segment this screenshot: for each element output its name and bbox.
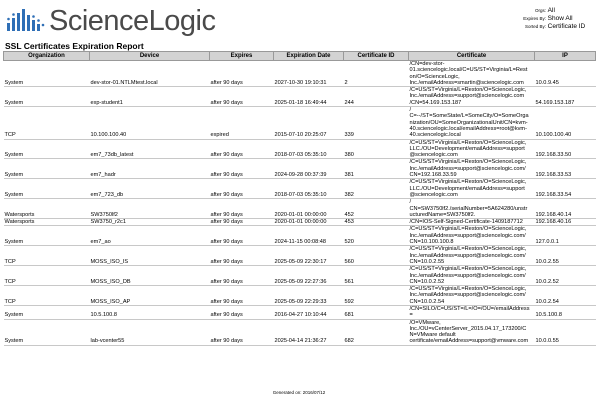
cell-organization: System [4,226,90,246]
cell-organization: System [4,61,90,87]
cell-certificate-id: 452 [344,199,409,219]
cell-expires: after 90 days [210,226,274,246]
cell-ip: 192.168.40.14 [535,199,596,219]
table-row [4,246,596,266]
cell-device: exp-student1 [90,87,210,107]
table-row [4,107,596,139]
certificate-line: /C=US/ST=Virginia/L=Reston/O=ScienceLogic, [409,246,527,253]
certificate-line: /CN=dev-stor- [409,61,445,67]
certificates-table [3,51,596,346]
certificate-line: CN=10.0.2.52 [409,278,445,285]
cell-device: em7_73db_latest [90,139,210,159]
table-row [4,266,596,286]
sciencelogic-logo [6,4,216,37]
cell-ip: 54.169.153.187 [535,87,596,107]
cell-ip: 10.100.100.40 [535,107,596,139]
cell-ip: 10.0.9.45 [535,61,596,87]
cell-ip: 10.0.2.54 [535,286,596,306]
cell-expiration-date: 2025-05-09 22:27:36 [274,266,344,286]
cell-expiration-date: 2016-04-27 10:10:44 [274,305,344,319]
cell-certificate [409,266,535,286]
filter-label: Sorted By: [524,24,546,29]
certificate-line: /C=US/ST=Virginia/L=Reston/O=ScienceLogic, [409,286,527,293]
report-filters [517,7,585,31]
certificate-line: CN=10.0.2.55 [409,258,445,265]
cell-expiration-date: 2025-05-09 22:30:17 [274,246,344,266]
column-header-ip[interactable]: IP [535,52,596,61]
certificate-line: 01.sciencelogic.local/C=US/ST=Virginia/L=Rest [409,67,528,74]
column-header-device[interactable]: Device [90,52,210,61]
certificate-line: N=VMware default [409,332,456,339]
logo-text: ScienceLogic [49,4,216,37]
cell-organization: System [4,139,90,159]
certificate-line: ucturedName=SW3750lf2. [409,211,476,218]
column-header-certificate[interactable]: Certificate [409,52,535,61]
certificate-line: Inc./emailAddress=support@sciencelogic.com/ [409,252,526,259]
cell-certificate [409,305,535,319]
cell-expiration-date: 2020-01-01 00:00:00 [274,219,344,226]
cell-certificate-id: 682 [344,319,409,345]
cell-certificate-id: 339 [344,107,409,139]
cell-expiration-date: 2015-07-10 20:25:07 [274,107,344,139]
cell-certificate-id: 381 [344,159,409,179]
cell-certificate [409,139,535,159]
cell-certificate [409,179,535,199]
certificate-line: LLC./OU=Development/emailAddress=support [409,145,525,152]
cell-certificate-id: 520 [344,226,409,246]
certificate-line: @sciencelogic.com [409,191,458,198]
cell-expiration-date: 2018-07-03 05:35:10 [274,139,344,159]
certificate-line: Inc./emailAddress=support@sciencelogic.com [409,93,525,100]
table-row [4,319,596,345]
table-row [4,219,596,226]
cell-certificate [409,159,535,179]
cell-certificate-id: 561 [344,266,409,286]
cell-certificate-id: 681 [344,305,409,319]
cell-device: em7_ao [90,226,210,246]
cell-expiration-date: 2025-04-14 21:36:27 [274,319,344,345]
cell-organization: System [4,305,90,319]
cell-certificate [409,246,535,266]
certificate-line: CN=10.0.2.54 [409,298,445,305]
cell-certificate [409,87,535,107]
table-row [4,87,596,107]
column-header-expires[interactable]: Expires [210,52,274,61]
filter-orgs [517,7,585,15]
cell-organization: Watersports [4,219,90,226]
table-row [4,61,596,87]
column-header-expiration-date[interactable]: Expiration Date [274,52,344,61]
certificate-line: certificate/emailAddress=support@vmware.com [409,338,529,345]
cell-ip: 10.0.2.55 [535,246,596,266]
cell-expiration-date: 2025-05-09 22:29:33 [274,286,344,306]
cell-expiration-date: 2027-10-30 19:10:31 [274,61,344,87]
certificate-line: 40.sciencelogic.local [409,132,461,139]
cell-device: em7_723_db [90,179,210,199]
cell-expires: expired [210,107,274,139]
cell-device: dev-stor-01.NTLMtest.local [90,61,210,87]
cell-ip: 10.0.2.52 [535,266,596,286]
cell-device: em7_hadr [90,159,210,179]
cell-organization: System [4,87,90,107]
table-row [4,179,596,199]
cell-ip: 192.168.33.53 [535,159,596,179]
cell-expires: after 90 days [210,319,274,345]
cell-certificate-id: 560 [344,246,409,266]
cell-expiration-date: 2018-07-03 05:35:10 [274,179,344,199]
cell-expires: after 90 days [210,139,274,159]
certificate-line: / [409,199,412,206]
cell-certificate-id: 244 [344,87,409,107]
certificate-line: = [409,312,413,319]
certificate-line: 40.sciencelogic.local/emailAddress=root@kvm- [409,125,527,132]
cell-device: MOSS_ISO_IS [90,246,210,266]
certificate-line: /O=VMware, [409,319,441,326]
certificate-line: Inc./emailAddress=support@sciencelogic.com/ [409,165,526,172]
certificate-line: Inc./OU=vCenterServer_2015.04.17_173200/C [409,325,527,332]
certificate-line: /C=US/ST=Virginia/L=Reston/O=ScienceLogic, [409,159,527,166]
cell-expires: after 90 days [210,159,274,179]
certificate-line: Inc./emailAddress=smartin@sciencelogic.com [409,79,524,86]
cell-expires: after 90 days [210,266,274,286]
cell-device: MOSS_ISO_DB [90,266,210,286]
certificate-line: /CN=IOS-Self-Signed-Certificate-1409187712 [409,219,523,226]
filter-value: All [547,7,555,14]
cell-certificate [409,61,535,87]
filter-expires-by [517,15,585,23]
cell-expiration-date: 2020-01-01 00:00:00 [274,199,344,219]
certificate-line: Inc./emailAddress=support@sciencelogic.com/ [409,292,526,299]
cell-organization: System [4,319,90,345]
table-row [4,139,596,159]
cell-expiration-date: 2025-01-18 16:49:44 [274,87,344,107]
cell-certificate [409,219,535,226]
certificate-line: CN=10.100.100.8 [409,239,454,246]
cell-organization: Watersports [4,199,90,219]
cell-organization: TCP [4,246,90,266]
table-row [4,305,596,319]
cell-organization: TCP [4,107,90,139]
cell-ip: 127.0.0.1 [535,226,596,246]
table-row [4,286,596,306]
cell-expires: after 90 days [210,305,274,319]
cell-organization: System [4,159,90,179]
cell-ip: 10.0.0.55 [535,319,596,345]
cell-expiration-date: 2024-09-28 00:37:39 [274,159,344,179]
table-row [4,226,596,246]
cell-expires: after 90 days [210,179,274,199]
cell-certificate-id: 592 [344,286,409,306]
cell-device: 10.5.100.8 [90,305,210,319]
report-title: SSL Certificates Expiration Report [5,41,144,51]
certificate-line: /C=US/ST=Virginia/L=Reston/O=ScienceLogic, [409,226,527,233]
column-header-certificate-id[interactable]: Certificate ID [344,52,409,61]
certificate-line: @sciencelogic.com [409,152,458,159]
cell-ip: 192.168.33.50 [535,139,596,159]
cell-device: SW3750_r2c1 [90,219,210,226]
filter-label: Orgs: [534,8,546,13]
filter-sorted-by [517,23,585,31]
cell-organization: TCP [4,266,90,286]
filter-label: Expires By: [523,16,546,21]
report-header [0,0,598,40]
certificate-line: Inc./emailAddress=support@sciencelogic.com/ [409,272,526,279]
cell-certificate [409,319,535,345]
cell-device: SW3750lf2 [90,199,210,219]
cell-certificate [409,107,535,139]
table-row [4,159,596,179]
cell-expires: after 90 days [210,219,274,226]
certificate-line: / [409,107,412,114]
column-header-organization[interactable]: Organization [4,52,90,61]
cell-expires: after 90 days [210,61,274,87]
cell-certificate [409,286,535,306]
cell-certificate-id: 453 [344,219,409,226]
cell-certificate [409,226,535,246]
cell-expires: after 90 days [210,286,274,306]
cell-certificate-id: 2 [344,61,409,87]
logo-bars-icon [6,9,46,33]
cell-organization: TCP [4,286,90,306]
table-row [4,199,596,219]
cell-expires: after 90 days [210,199,274,219]
cell-expires: after 90 days [210,246,274,266]
cell-expires: after 90 days [210,87,274,107]
cell-expiration-date: 2024-11-15 00:08:48 [274,226,344,246]
certificate-line: /C=US/ST=Virginia/L=Reston/O=ScienceLogic, [409,179,527,186]
certificate-line: /CN=SILO/C=US/ST=/L=/O=/OU=/emailAddress [409,305,530,312]
filter-value: Certificate ID [547,23,586,30]
certificate-line: /C=US/ST=Virginia/L=Reston/O=ScienceLogic, [409,87,527,94]
certificate-line: /C=US/ST=Virginia/L=Reston/O=ScienceLogic, [409,139,527,146]
certificate-line: Inc./emailAddress=support@sciencelogic.com/ [409,232,526,239]
certificate-line: C=--/ST=SomeState/L=SomeCity/O=SomeOrga [409,113,529,120]
cell-organization: System [4,179,90,199]
cell-certificate-id: 380 [344,139,409,159]
cell-certificate [409,199,535,219]
table-header-row [4,52,596,61]
cell-ip: 192.168.33.54 [535,179,596,199]
cell-certificate-id: 382 [344,179,409,199]
cell-device: MOSS_ISO_AP [90,286,210,306]
certificate-line: CN=SW3750lf2./serialNumber=5A624280/unstr [409,205,528,212]
certificate-line: /CN=54.169.153.187 [409,99,462,106]
generated-on: Generated on: 2016/07/12 [272,390,326,395]
certificate-line: /C=US/ST=Virginia/L=Reston/O=ScienceLogic, [409,266,527,273]
filter-value: Show All [547,15,573,22]
cell-device: 10.100.100.40 [90,107,210,139]
certificate-line: CN=192.168.33.59 [409,172,457,179]
certificate-line: nization/OU=SomeOrganizationalUnit/CN=kvm- [409,119,528,126]
certificate-line: on/O=ScienceLogic, [409,73,460,80]
cell-device: lab-vcenter55 [90,319,210,345]
certificate-line: LLC./OU=Development/emailAddress=support [409,185,525,192]
cell-ip: 10.5.100.8 [535,305,596,319]
cell-ip: 192.168.40.16 [535,219,596,226]
